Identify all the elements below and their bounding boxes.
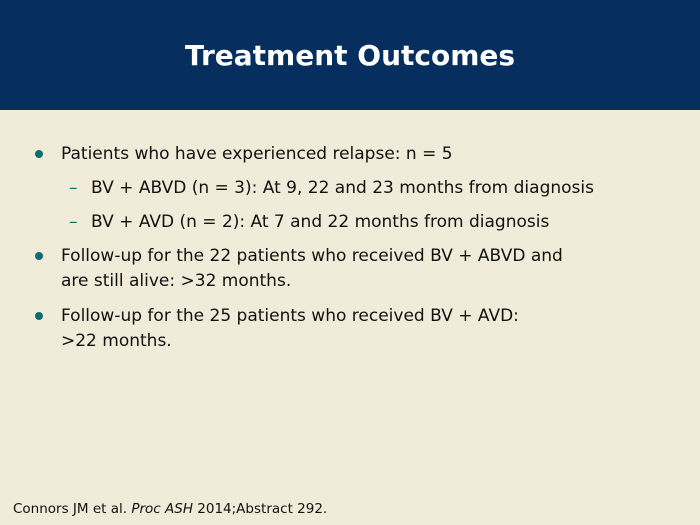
dash-marker-icon: –	[69, 178, 78, 198]
citation-authors: Connors JM et al.	[13, 501, 128, 517]
slide-title: Treatment Outcomes	[184, 39, 516, 72]
bullet-dot-icon	[35, 252, 43, 260]
citation-journal: Proc ASH	[131, 501, 193, 517]
sub-bullet-text: BV + AVD (n = 2): At 7 and 22 months from diagnosis	[91, 212, 550, 232]
bullet-text-line-2: >22 months.	[61, 331, 172, 351]
dash-marker-icon: –	[69, 212, 78, 232]
bullet-dot-icon	[35, 150, 43, 158]
citation	[13, 499, 327, 519]
bullet-text-line-2: are still alive: >32 months.	[61, 271, 292, 291]
bullet-text-line-1: Follow-up for the 25 patients who received BV + AVD:	[61, 306, 519, 326]
bullet-text-line-1: Follow-up for the 22 patients who received BV + ABVD and	[61, 246, 563, 266]
title-banner	[0, 0, 700, 110]
bullet-dot-icon	[35, 312, 43, 320]
bullet-text: Patients who have experienced relapse: n = 5	[61, 144, 453, 164]
citation-details: 2014;Abstract 292.	[197, 501, 328, 517]
sub-bullet-text: BV + ABVD (n = 3): At 9, 22 and 23 months from diagnosis	[91, 178, 594, 198]
